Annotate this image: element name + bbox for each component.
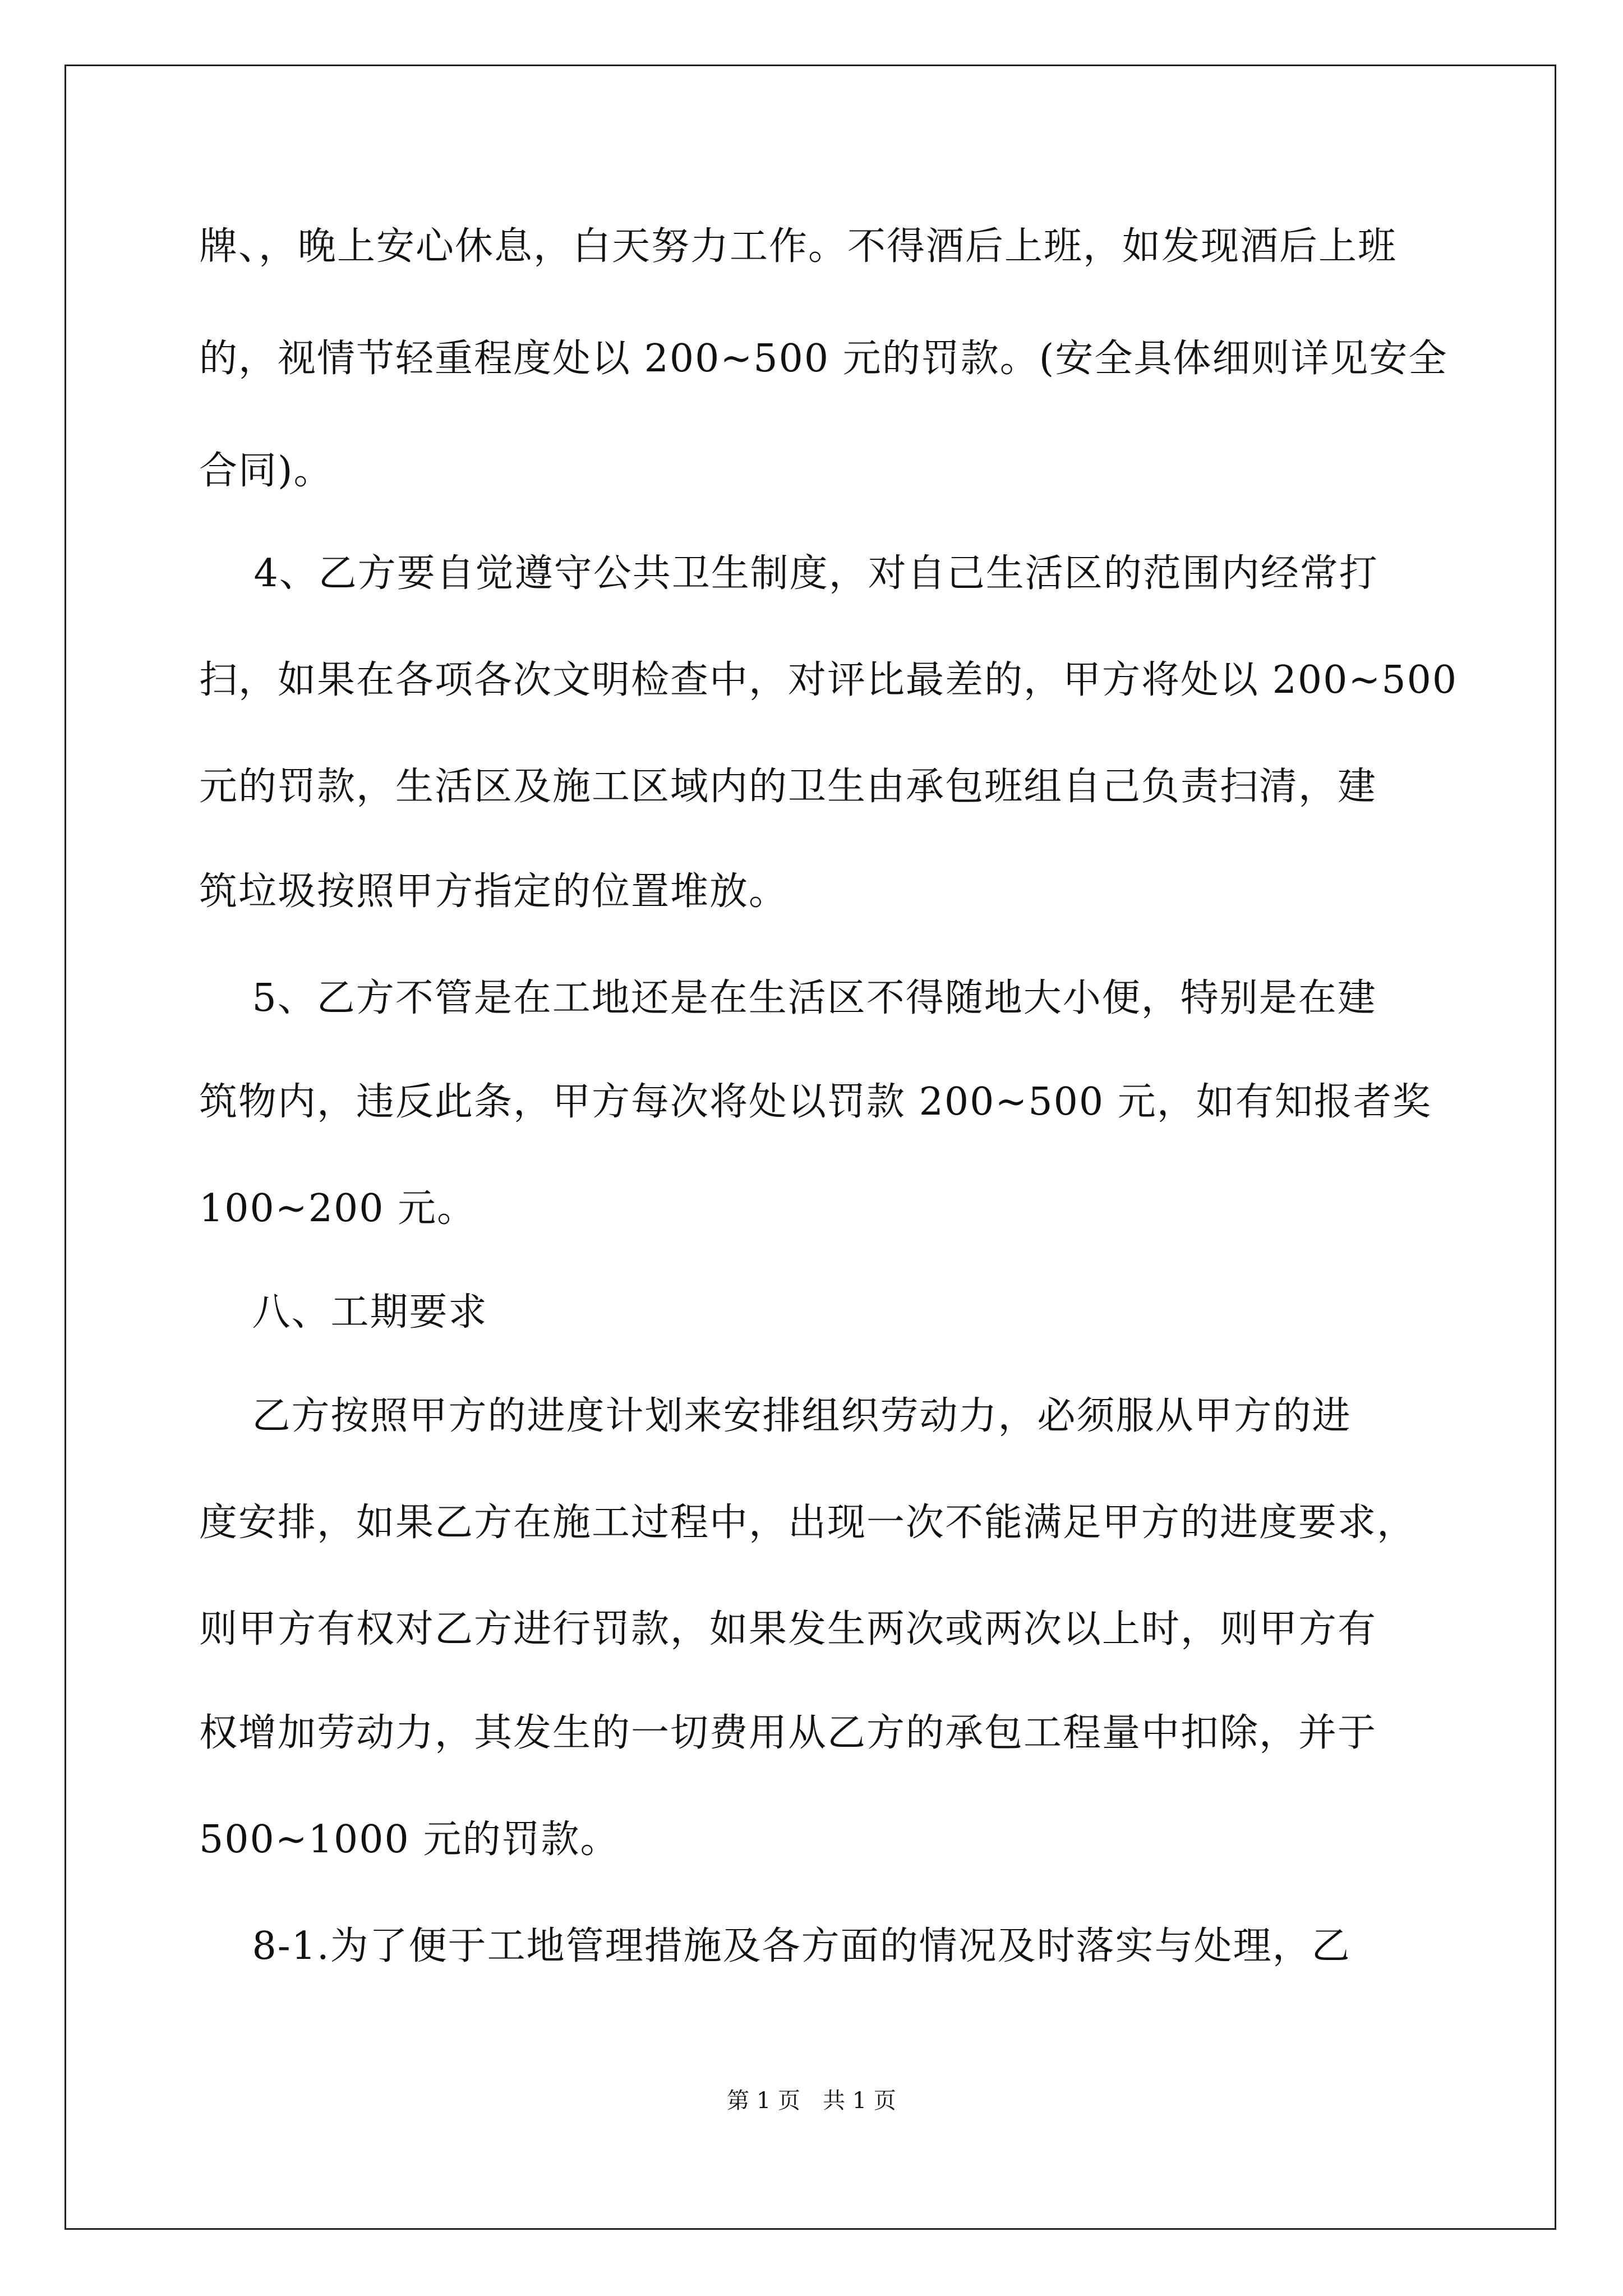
text-line: 4、乙方要自觉遵守公共卫生制度，对自己生活区的范围内经常打 [201,551,1378,596]
page-total: 共 1 页 [823,2088,896,2114]
section-heading: 八、工期要求 [199,1290,488,1335]
text-line: 筑物内，违反此条，甲方每次将处以罚款 200~500 元，如有知报者奖 [199,1080,1432,1124]
page-number: 第 1 页 [727,2088,800,2114]
text-line: 权增加劳动力，其发生的一切费用从乙方的承包工程量中扣除，并于 [199,1711,1377,1755]
text-line: 筑垃圾按照甲方指定的位置堆放。 [199,869,789,914]
text-line: 合同)。 [199,449,333,493]
text-line: 元的罚款，生活区及施工区域内的卫生由承包班组自己负责扫清，建 [199,765,1377,809]
text-line: 乙方按照甲方的进度计划来安排组织劳动力，必须服从甲方的进 [199,1394,1352,1438]
text-line: 度安排，如果乙方在施工过程中，出现一次不能满足甲方的进度要求， [199,1501,1417,1545]
text-line: 的，视情节轻重程度处以 200~500 元的罚款。(安全具体细则详见安全 [199,337,1448,381]
page-footer [0,2087,1623,2115]
text-line: 100~200 元。 [199,1186,477,1231]
text-line: 扫，如果在各项各次文明检查中，对评比最差的，甲方将处以 200~500 [199,658,1458,702]
text-line: 牌、，晚上安心休息，白天努力工作。不得酒后上班，如发现酒后上班 [199,224,1398,269]
text-line: 5、乙方不管是在工地还是在生活区不得随地大小便，特别是在建 [199,976,1377,1020]
text-line: 8-1.为了便于工地管理措施及各方面的情况及时落实与处理，乙 [199,1924,1351,1968]
page-border [64,65,1556,2230]
text-line: 则甲方有权对乙方进行罚款，如果发生两次或两次以上时，则甲方有 [199,1607,1377,1651]
text-line: 500~1000 元的罚款。 [199,1818,620,1862]
